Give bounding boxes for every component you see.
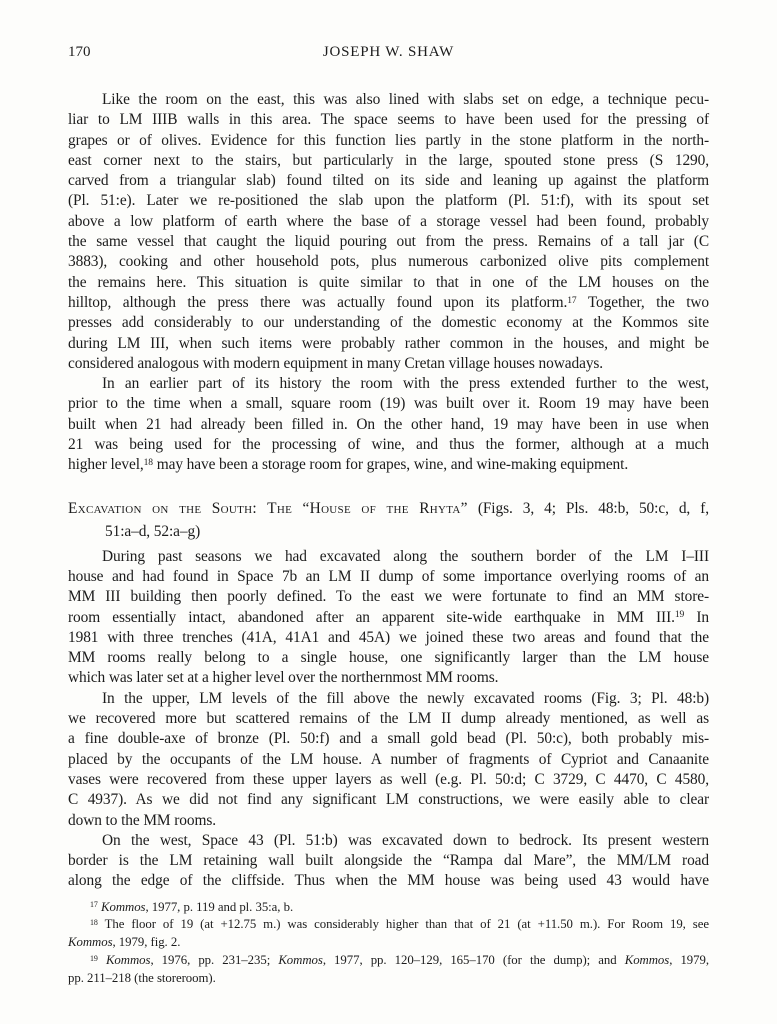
text-line: Like the room on the east, this was also lined with slabs set on edge, a technique pecu-	[102, 91, 709, 108]
text-line: 21 was being used for the processing of wine, and thus the former, although at a much	[68, 436, 709, 454]
text-line: hilltop, although the press there was actually found upon its platform.$^{17}$ Together, the two	[68, 293, 710, 311]
text-line: house and had found in Space 7b an LM II dump of some importance overlying rooms of an	[68, 567, 709, 585]
text-line: which was later set at a higher level over the northernmost MM rooms.	[68, 669, 499, 687]
text-line: carved from a triangular slab) found tilted on its side and leaning up against the platform	[68, 172, 709, 190]
text-line: along the edge of the cliffside. Thus when the MM house was being used 43 would have	[68, 872, 709, 890]
text-line: presses add considerably to our understanding of the domestic economy at the Kommos site	[68, 314, 709, 332]
section-heading	[68, 497, 709, 543]
text-line: placed by the occupants of the LM house. A number of fragments of Cypriot and Canaanite	[68, 750, 709, 768]
paragraph	[68, 899, 709, 917]
text-line: In the upper, LM levels of the fill above the newly excavated rooms (Fig. 3; Pl. 48:b)	[102, 689, 709, 707]
section-heading-line2: 51:a–d, 52:a–g)	[105, 522, 201, 540]
page-number: 170	[68, 44, 91, 60]
page-content	[68, 44, 709, 988]
text-line: 1981 with three trenches (41A, 41A1 and 45A) we joined these two areas and found that the	[68, 628, 709, 646]
text-line: the remains here. This situation is quite similar to that in one of the LM houses on the	[68, 273, 709, 291]
paragraph	[68, 952, 709, 988]
text-line: C 4937). As we did not find any significant LM constructions, we were easily able to clear	[68, 791, 709, 809]
text-line: On the west, Space 43 (Pl. 51:b) was excavated down to bedrock. Its present western	[102, 831, 709, 849]
text-line: $^{17}$ Kommos, 1977, p. 119 and pl. 35:a, b.	[90, 899, 294, 914]
text-line: $^{19}$ Kommos, 1976, pp. 231–235; Kommos, 1977, pp. 120–129, 165–170 (for the dump); and Kommos, 1979,	[90, 953, 709, 968]
paragraph	[68, 831, 709, 892]
section-heading-line1	[68, 497, 709, 520]
text-line: (Pl. 51:e). Later we re-positioned the slab upon the platform (Pl. 51:f), with its spout set	[68, 192, 709, 210]
paragraph	[68, 689, 709, 831]
text-line: east corner next to the stairs, but particularly in the large, spouted stone press (S 1290,	[68, 151, 709, 169]
text-line: Kommos, 1979, fig. 2.	[68, 935, 181, 950]
text-line: higher level,$^{18}$ may have been a storage room for grapes, wine, and wine-making equipment.	[68, 456, 629, 474]
text-line: grapes or of olives. Evidence for this function lies partly in the stone platform in the north-	[68, 131, 709, 149]
footnotes	[68, 899, 709, 988]
text-line: considered analogous with modern equipment in many Cretan village houses nowadays.	[68, 354, 604, 372]
text-line: prior to the time when a small, square room (19) was built over it. Room 19 may have been	[68, 395, 709, 413]
text-line: down to the MM rooms.	[68, 811, 216, 829]
paragraph	[68, 90, 709, 374]
text-line: during LM III, when such items were probably rather common in the houses, and might be	[68, 334, 709, 352]
section-heading-figure-refs: (Figs. 3, 4; Pls. 48:b, 50:c, d, f,	[467, 499, 709, 517]
text-line: border is the LM retaining wall built alongside the “Rampa dal Mare”, the MM/LM road	[68, 852, 709, 870]
text-line: vases were recovered from these upper layers as well (e.g. Pl. 50:d; C 3729, C 4470, C 4580,	[68, 770, 709, 788]
body-text-lower	[68, 547, 709, 892]
running-title: JOSEPH W. SHAW	[322, 44, 455, 60]
text-line: room essentially intact, abandoned after an apparent site-wide earthquake in MM III.$^{19}$ In	[68, 608, 709, 626]
text-line: $^{18}$ The floor of 19 (at +12.75 m.) was considerably higher than that of 21 (at +11.50 m.). For Room 19, see	[90, 917, 709, 932]
text-line: MM rooms really belong to a single house, one significantly larger than the LM house	[68, 649, 709, 667]
text-line: In an earlier part of its history the room with the press extended further to the west,	[102, 375, 709, 393]
paragraph	[68, 374, 709, 475]
text-line: above a low platform of earth where the base of a storage vessel had been found, probably	[68, 212, 709, 230]
body-text-upper	[68, 90, 709, 476]
text-line: 3883), cooking and other household pots, plus numerous carbonized olive pits complement	[68, 253, 709, 271]
section-heading-title: Excavation on the South: The “House of the Rhyta”	[68, 499, 468, 517]
text-line: MM III building then poorly defined. To the east we were fortunate to find an MM store-	[68, 588, 709, 606]
paragraph	[68, 547, 709, 689]
text-line: a fine double-axe of bronze (Pl. 50:f) and a small gold bead (Pl. 50:c), both probably mis-	[68, 730, 709, 748]
text-line: we recovered more but scattered remains of the LM II dump already mentioned, as well as	[68, 710, 709, 728]
text-line: built when 21 had already been filled in. On the other hand, 19 may have been in use when	[68, 415, 709, 433]
text-line: the same vessel that caught the liquid pouring out from the press. Remains of a tall jar (C	[68, 233, 709, 251]
text-line: liar to LM IIIB walls in this area. The space seems to have been used for the pressing of	[68, 111, 709, 129]
text-line: pp. 211–218 (the storeroom).	[68, 970, 216, 985]
page-header	[68, 44, 709, 60]
paragraph	[68, 916, 709, 952]
text-line: During past seasons we had excavated along the southern border of the LM I–III	[102, 547, 709, 565]
